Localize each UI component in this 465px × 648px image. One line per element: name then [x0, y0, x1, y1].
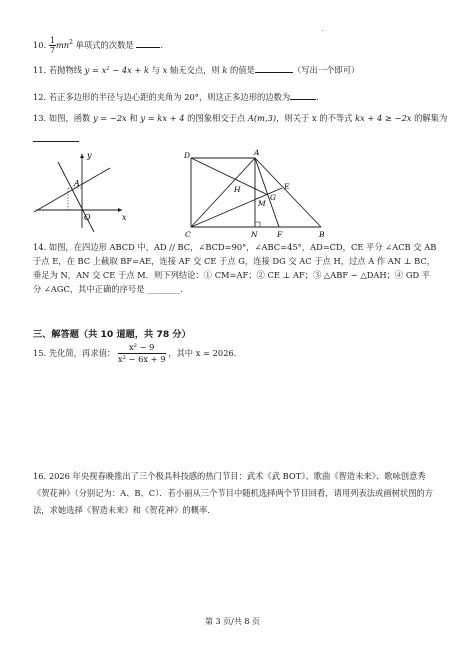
- svg-text:C: C: [185, 230, 191, 239]
- math-expr: mn: [55, 40, 70, 50]
- fraction: $\frac{1}{7}$: [49, 36, 55, 55]
- figure-graph: [30, 148, 130, 233]
- svg-text:B: B: [319, 230, 325, 239]
- label-A: A: [74, 179, 80, 188]
- figure-quadrilateral: [176, 146, 336, 240]
- page-footer: 第 3 页/共 8 页: [204, 617, 261, 626]
- scan-dot: [322, 30, 323, 31]
- svg-text:F: F: [277, 230, 283, 239]
- label-y: y: [87, 151, 92, 160]
- question-number: 10.: [33, 40, 47, 50]
- answer-blank: [136, 38, 160, 48]
- question-13: 13. 如图，函数 y = −2x 和 y = kx + 4 的图象相交于点 A(m,3)，则关于 x 的不等式 kx + 4 ≥ −2x 的解集为: [33, 113, 448, 123]
- svg-text:G: G: [270, 193, 276, 202]
- question-14: 14. 如图，在四边形 ABCD 中，AD // BC，∠BCD=90°，∠ABC=45°，AD=CD，CE 平分 ∠ACB 交 AB 于点 E，在 BC 上截取 BF=AE，连接 AF 交 CE 于点 G，连接 DG 交 AC 于点 H，过点 A 作 AN ⊥ BC，垂足为 N，AN 交 CE 于点 M．则下列结论：① CM=AF；② CE ⊥ AF；③ △ABF ∽ △DAH；④ GD 平分 ∠AGC，其中正确的序号是 ________．: [33, 242, 437, 294]
- answer-blank: [290, 90, 316, 100]
- svg-text:A: A: [254, 148, 260, 157]
- line-kx-plus-4: [34, 168, 110, 212]
- label-x: x: [122, 213, 127, 222]
- question-11: 11. 若抛物线 y = x² − 4x + k 与 x 轴无交点，则 k 的值是 （写出一个即可）: [33, 65, 360, 75]
- answer-blank: [255, 63, 293, 73]
- svg-text:M: M: [258, 199, 266, 208]
- fraction: $\frac{\text{x² − 9}}{\text{x² − 6x + 9}}$: [117, 342, 166, 364]
- question-13-blank: [33, 132, 79, 145]
- question-10: 10. $\frac{1}{7}$ $mn^2$ 单项式的次数是 .: [33, 36, 163, 55]
- svg-text:E: E: [284, 182, 290, 191]
- label-O: O: [84, 213, 91, 222]
- svg-text:D: D: [184, 151, 191, 160]
- answer-blank: [33, 132, 79, 142]
- svg-text:H: H: [234, 185, 241, 194]
- svg-text:N: N: [251, 230, 258, 239]
- question-12: 12. 若正多边形的半径与边心距的夹角为 20°，则这正多边形的边数为 .: [33, 92, 319, 102]
- section-heading: 三、解答题（共 10 道题，共 78 分）: [33, 329, 191, 340]
- question-15: 15. 先化简，再求值： $\frac{\text{x² − 9}}{\text{x² − 6x + 9}}$ ，其中 x = 2026．: [33, 342, 243, 364]
- question-16: 16. 2026 年央视春晚推出了三个极具科技感的热门节目：武术《武 BOT》、歌曲《智造未来》、歌咏创意秀《贺花神》（分别记为：A、B、C）．若小丽从三个节目中随机选择两个节目回看，请用列表法或画树状图的方法，求她选择《智造未来》和《贺花神》的概率.: [33, 471, 434, 515]
